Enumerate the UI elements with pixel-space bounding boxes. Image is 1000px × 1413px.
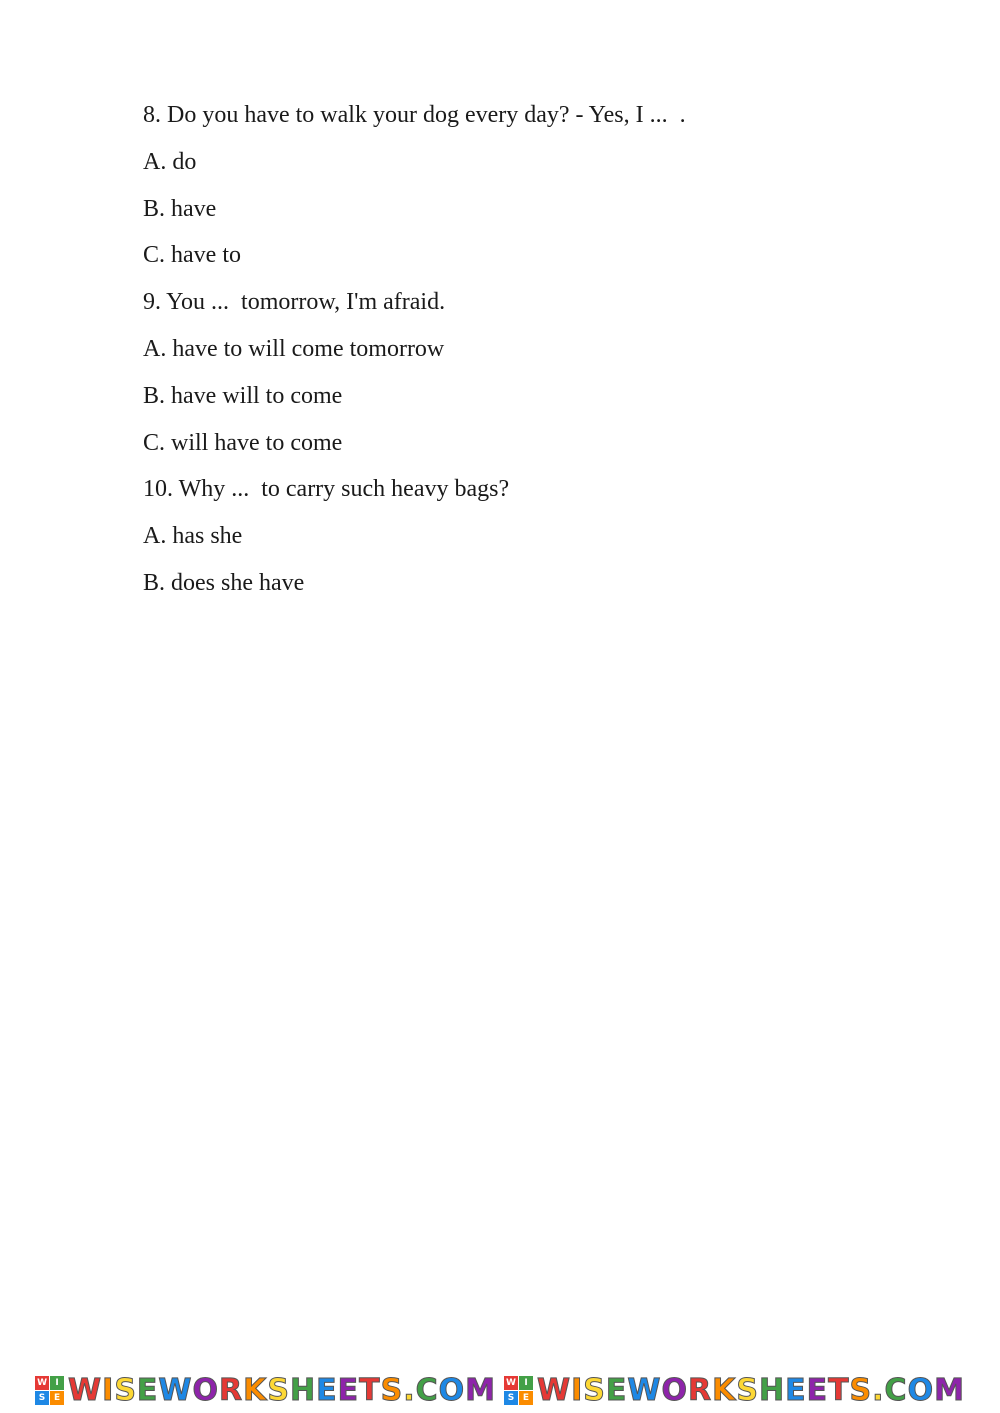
brand-text <box>68 1373 496 1408</box>
brand-letter: E <box>337 1372 360 1408</box>
brand-letter: I <box>102 1372 115 1408</box>
footer-watermark <box>0 1367 1000 1413</box>
brand-letter: C <box>884 1372 908 1408</box>
question-10-option-a: A. has she <box>143 523 243 550</box>
brand-letter: S <box>736 1372 759 1408</box>
brand-letter: E <box>605 1372 628 1408</box>
brand-letter: I <box>571 1372 584 1408</box>
logo-cell: S <box>35 1391 49 1405</box>
brand-letter: S <box>114 1372 137 1408</box>
question-8-option-c: C. have to <box>143 242 241 269</box>
brand-letter: R <box>219 1372 244 1408</box>
question-8-option-a: A. do <box>143 148 197 175</box>
logo-cell: I <box>50 1376 64 1390</box>
brand-logo-right <box>504 1373 965 1408</box>
question-10: 10. Why ... to carry such heavy bags? <box>143 476 510 503</box>
logo-cell: W <box>504 1376 518 1390</box>
brand-text <box>537 1373 965 1408</box>
logo-mark-icon <box>504 1376 533 1405</box>
brand-letter: T <box>828 1372 850 1408</box>
question-9: 9. You ... tomorrow, I'm afraid. <box>143 289 446 316</box>
brand-letter: O <box>192 1372 220 1408</box>
logo-cell: S <box>504 1391 518 1405</box>
brand-letter: W <box>68 1372 103 1408</box>
brand-letter: H <box>290 1372 317 1408</box>
brand-letter: E <box>785 1372 807 1408</box>
question-10-option-b: B. does she have <box>143 569 305 596</box>
question-9-option-b: B. have will to come <box>143 382 343 409</box>
brand-letter: C <box>415 1372 439 1408</box>
brand-letter: O <box>907 1372 935 1408</box>
brand-letter: M <box>934 1372 965 1408</box>
brand-letter: S <box>267 1372 290 1408</box>
brand-letter: . <box>403 1372 416 1408</box>
brand-letter: E <box>316 1372 338 1408</box>
question-9-option-a: A. have to will come tomorrow <box>143 335 445 362</box>
brand-letter: K <box>243 1372 268 1408</box>
brand-letter: S <box>849 1372 873 1408</box>
brand-letter: S <box>380 1372 404 1408</box>
brand-letter: T <box>359 1372 381 1408</box>
brand-logo-left <box>35 1373 496 1408</box>
logo-mark-icon <box>35 1376 64 1405</box>
brand-letter: H <box>758 1372 786 1408</box>
brand-letter: E <box>806 1372 829 1408</box>
brand-letter: W <box>537 1372 572 1408</box>
logo-cell: E <box>50 1391 64 1405</box>
logo-cell: E <box>519 1391 533 1405</box>
brand-letter: E <box>136 1372 159 1408</box>
logo-cell: W <box>35 1376 49 1390</box>
brand-letter: W <box>627 1372 662 1408</box>
brand-letter: W <box>158 1372 193 1408</box>
brand-letter: M <box>465 1372 496 1408</box>
brand-letter: S <box>583 1372 606 1408</box>
logo-cell: I <box>519 1376 533 1390</box>
brand-letter: R <box>687 1372 713 1408</box>
brand-letter: . <box>872 1372 885 1408</box>
brand-letter: O <box>438 1372 466 1408</box>
question-9-option-c: C. will have to come <box>143 429 343 456</box>
question-8-option-b: B. have <box>143 195 217 222</box>
question-8: 8. Do you have to walk your dog every day? - Yes, I ... . <box>143 102 686 128</box>
brand-letter: O <box>661 1372 688 1408</box>
brand-letter: K <box>712 1372 737 1408</box>
worksheet-content <box>143 92 963 607</box>
